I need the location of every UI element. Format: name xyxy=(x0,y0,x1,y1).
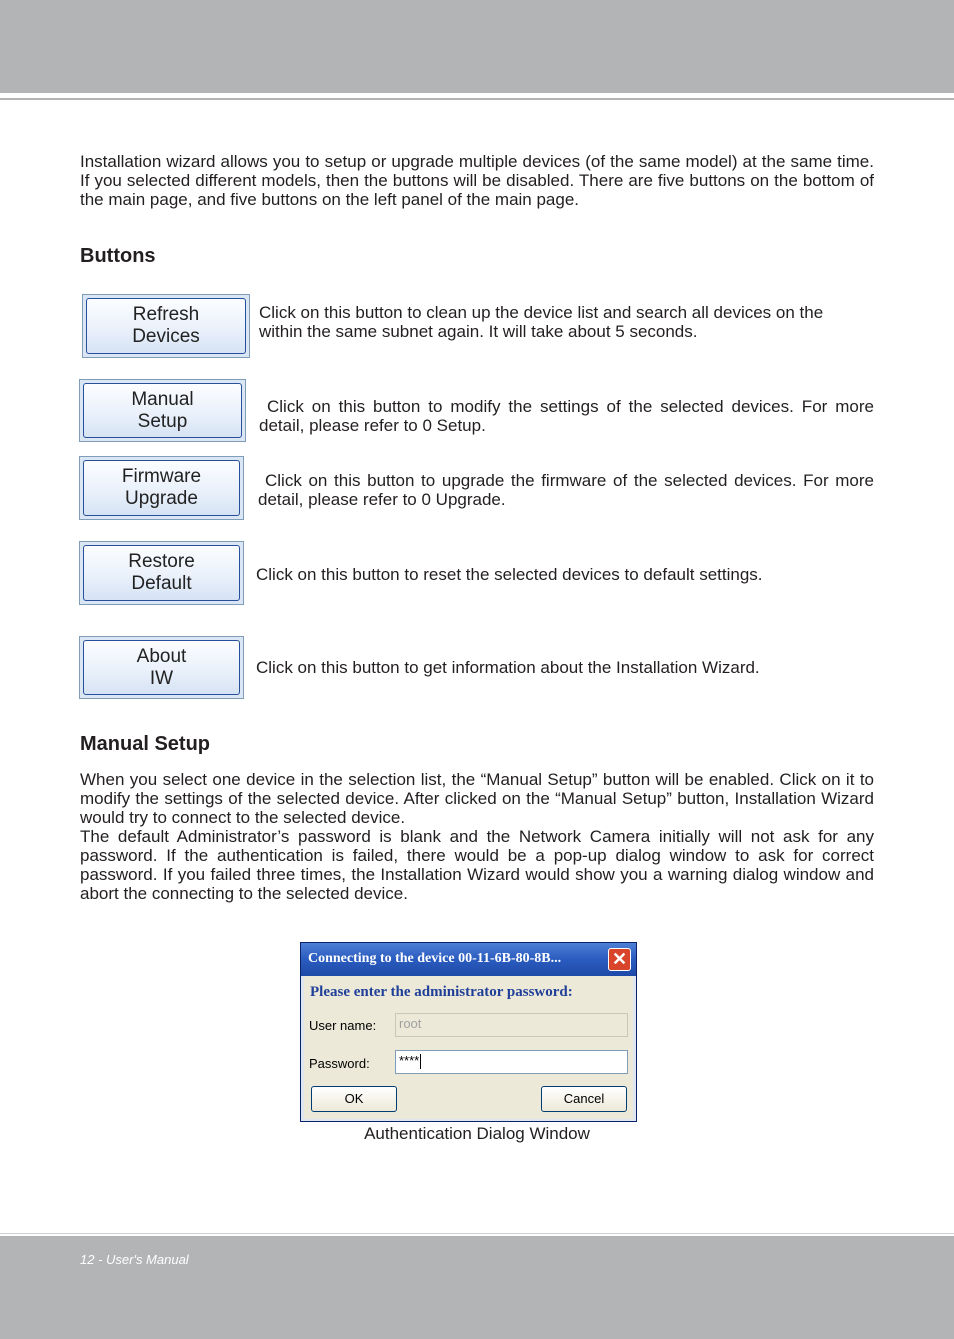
text-cursor xyxy=(420,1054,421,1069)
dialog-body xyxy=(304,976,633,1119)
header-rule xyxy=(0,98,954,100)
button-label: IW xyxy=(149,667,174,689)
dialog-title-bar xyxy=(301,943,636,976)
about-iw-button[interactable] xyxy=(79,636,244,699)
password-label: Password: xyxy=(309,1056,370,1071)
cancel-button[interactable]: Cancel xyxy=(541,1086,627,1112)
button-label: Restore xyxy=(128,551,195,572)
page-footer: 12 - User's Manual xyxy=(80,1252,189,1267)
button-label: Default xyxy=(131,573,192,594)
dialog-title: Connecting to the device 00-11-6B-80-8B... xyxy=(308,951,562,966)
button-label: Refresh xyxy=(132,304,200,325)
restore-default-button[interactable] xyxy=(79,541,244,605)
button-label: About xyxy=(136,645,187,667)
manual-setup-description: Click on this button to modify the settings of the selected devices. For more detail, please refer to 0 Setup. xyxy=(259,397,874,435)
footer-rule xyxy=(0,1233,954,1234)
close-icon[interactable]: ✕ xyxy=(608,948,631,971)
authentication-dialog xyxy=(300,942,637,1122)
refresh-devices-button[interactable] xyxy=(82,294,250,358)
manual-setup-button[interactable] xyxy=(79,379,246,442)
firmware-upgrade-button[interactable] xyxy=(79,456,244,520)
button-label: Devices xyxy=(132,326,200,347)
figure-caption: Authentication Dialog Window xyxy=(364,1124,590,1143)
manual-setup-paragraph-1: When you select one device in the selection list, the “Manual Setup” button will be enabled. Click on it to modify the settings of the selected device. After clicked on the “Manual Setup” button, Installation Wizard would try to connect to the selected device. xyxy=(80,770,874,827)
intro-paragraph: Installation wizard allows you to setup or upgrade multiple devices (of the same model) at the same time. If you selected different models, then the buttons will be disabled. There are five buttons on the bottom of the main page, and five buttons on the left panel of the main page. xyxy=(80,152,874,209)
refresh-devices-description: Click on this button to clean up the device list and search all devices on the within the same subnet again. It will take about 5 seconds. xyxy=(259,303,824,341)
about-iw-description: Click on this button to get information about the Installation Wizard. xyxy=(256,658,760,677)
username-field[interactable]: root xyxy=(395,1013,628,1037)
button-label: Upgrade xyxy=(125,488,198,509)
buttons-heading: Buttons xyxy=(80,245,156,267)
restore-default-description: Click on this button to reset the selected devices to default settings. xyxy=(256,565,763,584)
password-field[interactable] xyxy=(395,1050,628,1074)
dialog-prompt: Please enter the administrator password: xyxy=(310,984,573,1000)
button-label: Firmware xyxy=(121,466,202,487)
ok-button[interactable]: OK xyxy=(311,1086,397,1112)
username-label: User name: xyxy=(309,1018,377,1033)
manual-setup-heading: Manual Setup xyxy=(80,733,211,755)
firmware-upgrade-description: Click on this button to upgrade the firmware of the selected devices. For more detail, please refer to 0 Upgrade. xyxy=(258,471,874,509)
password-value: **** xyxy=(399,1053,420,1068)
button-label: Manual xyxy=(131,388,194,410)
manual-setup-paragraph-2: The default Administrator’s password is blank and the Network Camera initially will not ask for any password. If the authentication is failed, there would be a pop-up dialog window to ask for correct password. If you failed three times, the Installation Wizard would show you a warning dialog window and abort the connecting to the selected device. xyxy=(80,827,874,903)
button-label: Setup xyxy=(137,410,188,432)
header-band xyxy=(0,0,954,93)
